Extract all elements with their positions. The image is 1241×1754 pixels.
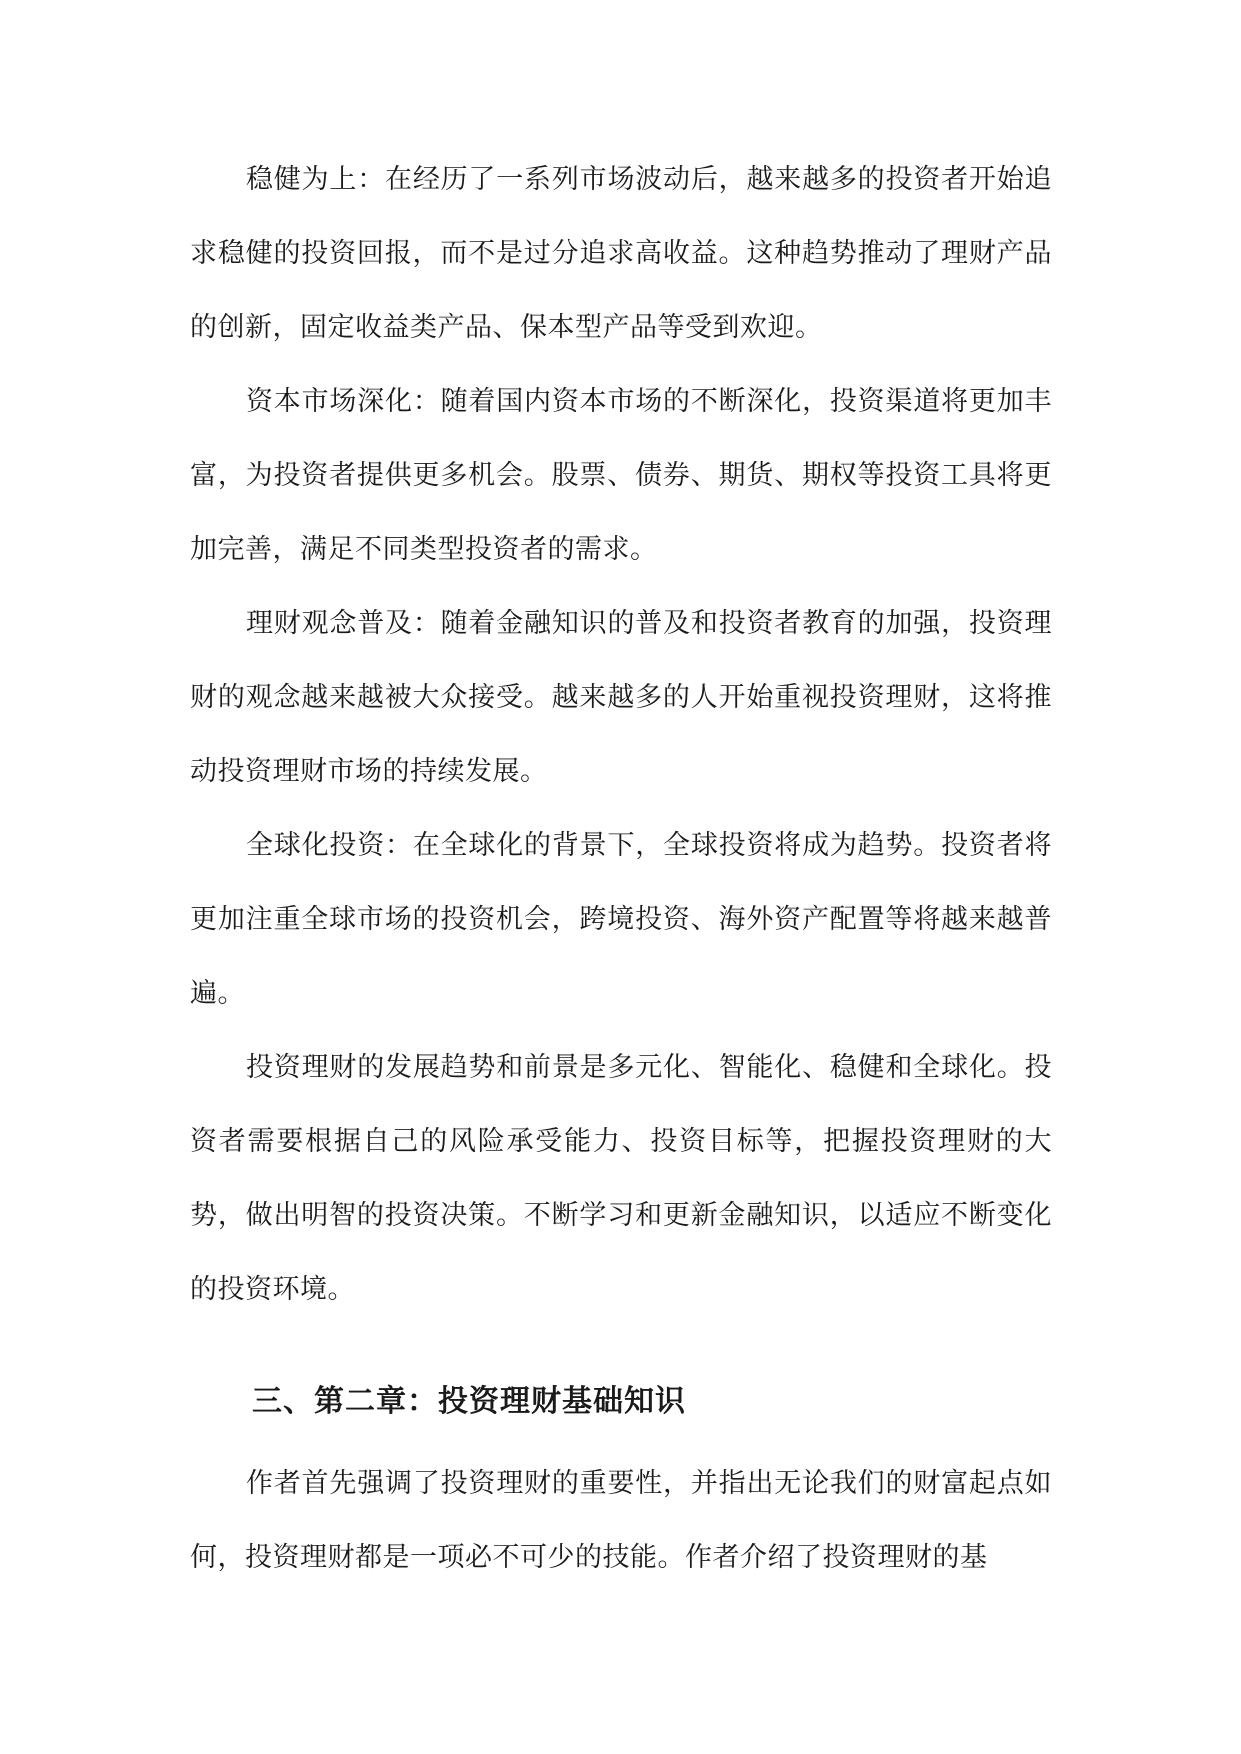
paragraph-chapter-intro: 作者首先强调了投资理财的重要性，并指出无论我们的财富起点如何，投资理财都是一项必不可少的技能。作者介绍了投资理财的基 <box>190 1468 1052 1573</box>
paragraph-financial-awareness: 理财观念普及：随着金融知识的普及和投资者教育的加强，投资理财的观念越来越被大众接受。越来越多的人开始重视投资理财，这将推动投资理财市场的持续发展。 <box>190 608 1052 787</box>
paragraph-capital-market: 资本市场深化：随着国内资本市场的不断深化，投资渠道将更加丰富，为投资者提供更多机会。股票、债券、期货、期权等投资工具将更加完善，满足不同类型投资者的需求。 <box>190 386 1052 565</box>
section-heading: 三、第二章：投资理财基础知识 <box>252 1384 686 1419</box>
paragraph-trend-summary: 投资理财的发展趋势和前景是多元化、智能化、稳健和全球化。投资者需要根据自己的风险承受能力、投资目标等，把握投资理财的大势，做出明智的投资决策。不断学习和更新金融知识，以适应不断变化的投资环境。 <box>190 1052 1052 1305</box>
paragraph-stable-investment: 稳健为上：在经历了一系列市场波动后，越来越多的投资者开始追求稳健的投资回报，而不是过分追求高收益。这种趋势推动了理财产品的创新，固定收益类产品、保本型产品等受到欢迎。 <box>190 164 1052 343</box>
document-body <box>190 143 1052 1595</box>
paragraph-global-investment: 全球化投资：在全球化的背景下，全球投资将成为趋势。投资者将更加注重全球市场的投资机会，跨境投资、海外资产配置等将越来越普遍。 <box>190 830 1052 1009</box>
